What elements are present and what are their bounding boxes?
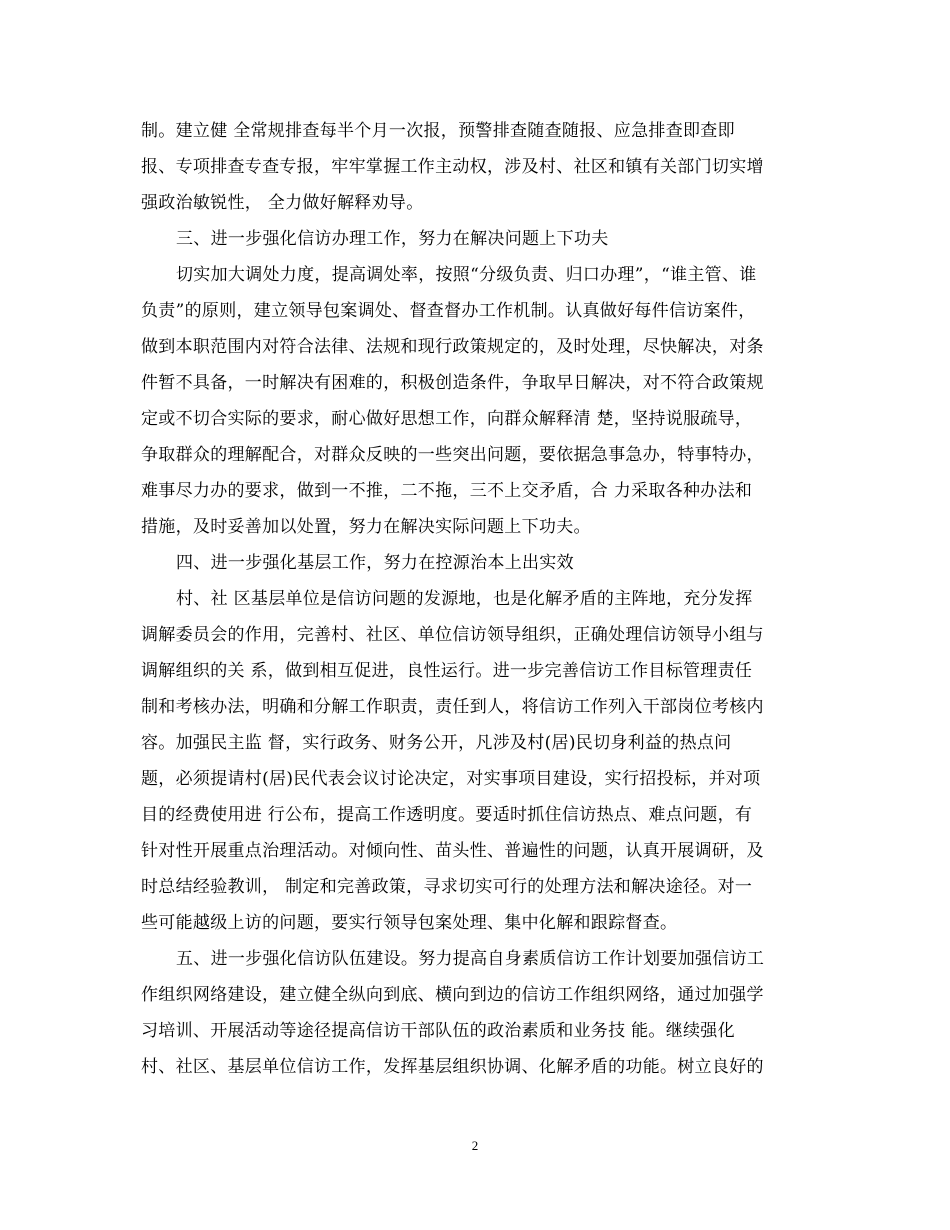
text-line: 负责”的原则，建立领导包案调处、督查督办工作机制。认真做好每件信访案件，: [141, 301, 756, 321]
text-line: 做到本职范围内对符合法律、法规和现行政策规定的，及时处理，尽快解决，对条: [141, 337, 764, 357]
text-line: 时总结经验教训， 制定和完善政策，寻求切实可行的处理方法和解决途径。对一: [141, 877, 753, 897]
text-line: 目的经费使用进 行公布，提高工作透明度。要适时抓住信访热点、难点问题，有: [141, 805, 753, 825]
text-line: 些可能越级上访的问题，要实行领导包案处理、集中化解和跟踪督查。: [141, 913, 678, 933]
text-line: 定或不切合实际的要求，耐心做好思想工作，向群众解释清 楚，坚持说服疏导，: [141, 409, 753, 429]
text-line: 措施，及时妥善加以处置，努力在解决实际问题上下功夫。: [141, 517, 591, 537]
text-line: 村、社区、基层单位信访工作，发挥基层组织协调、化解矛盾的功能。树立良好的: [141, 1057, 764, 1077]
section-heading: 三、进一步强化信访办理工作，努力在解决问题上下功夫: [176, 229, 609, 249]
text-line: 制和考核办法，明确和分解工作职责，责任到人，将信访工作列入干部岗位考核内: [141, 697, 764, 717]
page-number: 2: [471, 1138, 479, 1153]
text-line: 难事尽力办的要求，做到一不推，二不拖，三不上交矛盾，合 力采取各种办法和: [141, 481, 753, 501]
text-line: 习培训、开展活动等途径提高信访干部队伍的政治素质和业务技 能。继续强化: [141, 1021, 735, 1041]
text-line: 容。加强民主监 督，实行政务、财务公开，凡涉及村(居)民切身利益的热点问: [141, 733, 732, 753]
text-line: 制。建立健 全常规排查每半个月一次报，预警排查随查随报、应急排查即查即: [141, 121, 735, 141]
text-line: 针对性开展重点治理活动。对倾向性、苗头性、普遍性的问题，认真开展调研，及: [141, 841, 764, 861]
text-line: 切实加大调处力度，提高调处率，按照“分级负责、归口办理”，“谁主管、谁: [176, 265, 757, 285]
text-line: 村、社 区基层单位是信访问题的发源地，也是化解矛盾的主阵地，充分发挥: [176, 589, 753, 609]
text-line: 题，必须提请村(居)民代表会议讨论决定，对实事项目建设，实行招投标，并对项: [141, 769, 761, 789]
text-line: 争取群众的理解配合，对群众反映的一些突出问题，要依据急事急办，特事特办，: [141, 445, 764, 465]
text-line: 作组织网络建设，建立健全纵向到底、横向到边的信访工作组织网络，通过加强学: [141, 985, 764, 1005]
text-line: 报、专项排查专查专报，牢牢掌握工作主动权，涉及村、社区和镇有关部门切实增: [141, 157, 764, 177]
text-line: 调解组织的关 系，做到相互促进，良性运行。进一步完善信访工作目标管理责任: [141, 661, 753, 681]
text-line: 强政治敏锐性， 全力做好解释劝导。: [141, 193, 424, 213]
section-heading: 四、进一步强化基层工作，努力在控源治本上出实效: [176, 553, 574, 573]
text-line: 调解委员会的作用，完善村、社区、单位信访领导组织，正确处理信访领导小组与: [141, 625, 764, 645]
section-heading: 五、进一步强化信访队伍建设。努力提高自身素质信访工作计划要加强信访工: [176, 949, 765, 969]
text-line: 件暂不具备，一时解决有困难的，积极创造条件，争取早日解决，对不符合政策规: [141, 373, 764, 393]
